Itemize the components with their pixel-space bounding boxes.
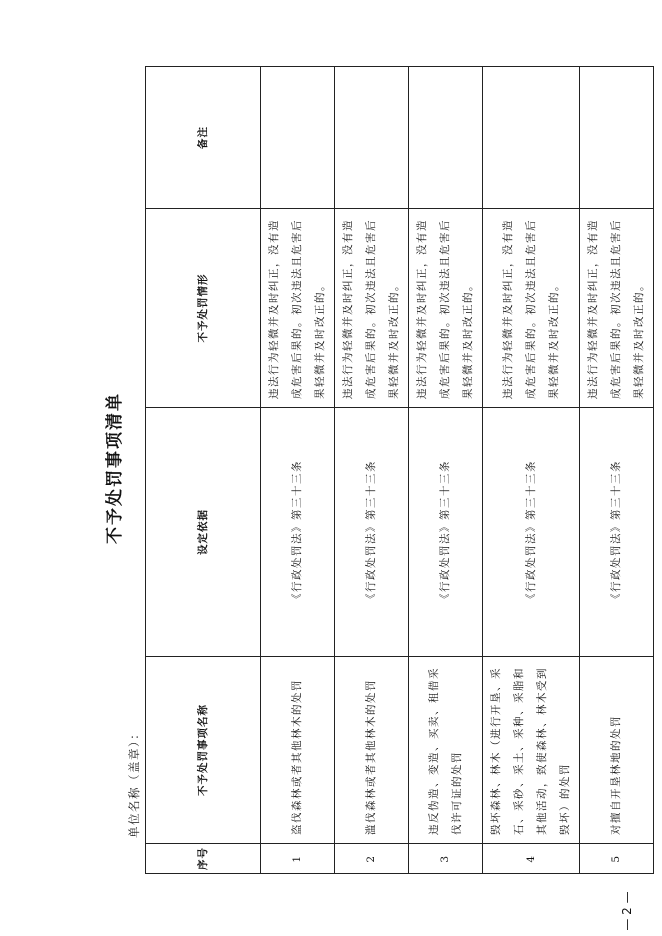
row-basis: 《行政处罚法》第三十三条	[261, 408, 335, 657]
row-remark	[580, 67, 654, 209]
row-basis: 《行政处罚法》第三十三条	[335, 408, 409, 657]
row-condition: 违法行为轻微并及时纠正，没有造成危害后果的。初次违法且危害后果轻微并及时改正的。	[335, 209, 409, 408]
row-index: 4	[483, 844, 580, 874]
table-row	[335, 67, 409, 874]
table-row	[580, 67, 654, 874]
row-condition: 违法行为轻微并及时纠正，没有造成危害后果的。初次违法且危害后果轻微并及时改正的。	[261, 209, 335, 408]
row-remark	[409, 67, 483, 209]
row-name: 对擅自开垦林地的处罚	[580, 657, 654, 844]
table-row	[483, 67, 580, 874]
row-index: 3	[409, 844, 483, 874]
row-name: 毁坏森林、林木（进行开垦、采石、采砂、采土、采种、采脂和其他活动，致使森林、林木受到毁坏）的处罚	[483, 657, 580, 844]
row-condition: 违法行为轻微并及时纠正，没有造成危害后果的。初次违法且危害后果轻微并及时改正的。	[580, 209, 654, 408]
row-basis: 《行政处罚法》第三十三条	[483, 408, 580, 657]
row-remark	[335, 67, 409, 209]
row-index: 2	[335, 844, 409, 874]
row-name: 滥伐森林或者其他林木的处罚	[335, 657, 409, 844]
header-name: 不予处罚事项名称	[146, 657, 261, 844]
header-basis: 设定依据	[146, 408, 261, 657]
row-basis: 《行政处罚法》第三十三条	[409, 408, 483, 657]
table-row	[261, 67, 335, 874]
row-name: 违反伪造、变造、买卖、租借采伐许可证的处罚	[409, 657, 483, 844]
table-row	[409, 67, 483, 874]
unit-label: 单位名称（盖章）：	[127, 726, 141, 838]
page-number: — 2 —	[620, 891, 634, 931]
row-remark	[261, 67, 335, 209]
header-condition: 不予处罚情形	[146, 209, 261, 408]
row-condition: 违法行为轻微并及时纠正，没有造成危害后果的。初次违法且危害后果轻微并及时改正的。	[483, 209, 580, 408]
header-index: 序号	[146, 844, 261, 874]
row-remark	[483, 67, 580, 209]
table-header-row	[146, 67, 261, 874]
items-table	[145, 66, 654, 874]
row-basis: 《行政处罚法》第三十三条	[580, 408, 654, 657]
row-index: 5	[580, 844, 654, 874]
page-title: 不予处罚事项清单	[105, 392, 125, 544]
row-name: 盗伐森林或者其他林木的处罚	[261, 657, 335, 844]
header-remark: 备注	[146, 67, 261, 209]
row-index: 1	[261, 844, 335, 874]
row-condition: 违法行为轻微并及时纠正，没有造成危害后果的。初次违法且危害后果轻微并及时改正的。	[409, 209, 483, 408]
